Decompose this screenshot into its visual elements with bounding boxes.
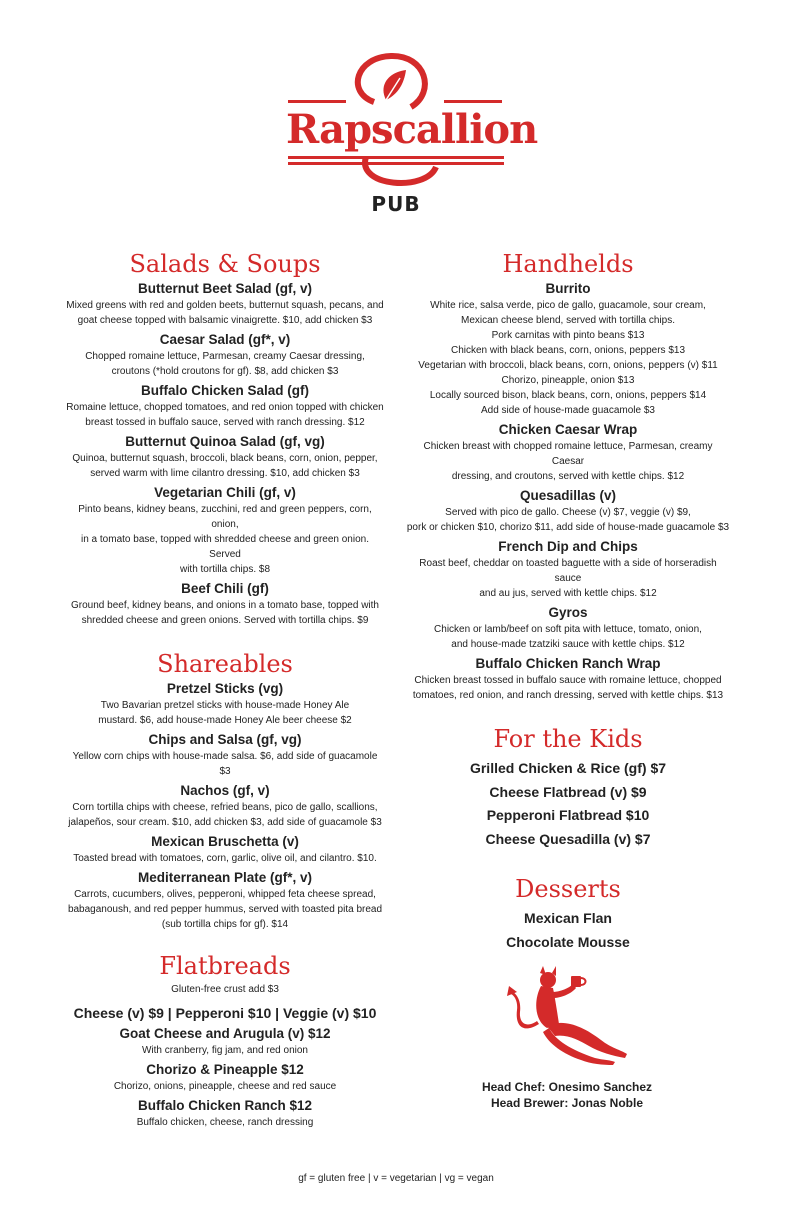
description-line: Mexican cheese blend, served with tortilla chips. bbox=[461, 315, 675, 326]
menu-item-name: Chorizo & Pineapple $12 bbox=[146, 1062, 304, 1077]
description-line: mustard. $6, add house-made Honey Ale beer cheese $2 bbox=[98, 715, 352, 726]
flatbreads-note: Gluten-free crust add $3 bbox=[171, 984, 279, 995]
menu-item-description bbox=[66, 1079, 384, 1094]
menu-item-description bbox=[66, 598, 384, 628]
description-line: in a tomato base, topped with shredded cheese and green onion. Served bbox=[81, 534, 369, 560]
devil-mascot-icon bbox=[503, 966, 635, 1071]
kids-item: Pepperoni Flatbread $10 bbox=[486, 807, 650, 823]
menu-item-description bbox=[66, 349, 384, 379]
menu-item bbox=[66, 1025, 384, 1058]
brand-subtitle: PUB bbox=[371, 192, 421, 216]
kids-section bbox=[406, 723, 730, 851]
description-line: Chicken breast with chopped romaine lettuce, Parmesan, creamy Caesar bbox=[423, 441, 713, 467]
description-line: goat cheese topped with balsamic vinaigrette. $10, add chicken $3 bbox=[77, 315, 373, 326]
description-line: shredded cheese and green onions. Served with tortilla chips. $9 bbox=[81, 615, 369, 626]
description-line: Served with pico de gallo. Cheese (v) $7, veggie (v) $9, bbox=[445, 507, 691, 518]
description-line: with tortilla chips. $8 bbox=[179, 564, 271, 575]
menu-item-description bbox=[406, 505, 730, 535]
description-line: served warm with lime cilantro dressing. $10, add chicken $3 bbox=[90, 468, 360, 479]
menu-item-description bbox=[406, 298, 730, 418]
menu-item bbox=[66, 580, 384, 628]
flatbreads-price-line: Cheese (v) $9 | Pepperoni $10 | Veggie (v) $10 bbox=[73, 1005, 377, 1021]
description-line: dressing, and croutons, served with kettle chips. $12 bbox=[451, 471, 685, 482]
menu-item-name: Vegetarian Chili (gf, v) bbox=[154, 485, 296, 500]
left-column bbox=[66, 248, 384, 1133]
description-line: (sub tortilla chips for gf). $14 bbox=[161, 919, 289, 930]
menu-item-name: Butternut Beet Salad (gf, v) bbox=[137, 281, 312, 296]
desserts-item: Mexican Flan bbox=[524, 910, 612, 926]
menu-item-description bbox=[66, 298, 384, 328]
menu-item-name: Nachos (gf, v) bbox=[180, 783, 270, 798]
description-line: tomatoes, red onion, and ranch dressing, served with kettle chips. $13 bbox=[412, 690, 724, 701]
menu-item bbox=[406, 487, 730, 535]
menu-item-name: Mexican Bruschetta (v) bbox=[151, 834, 299, 849]
description-line: Add side of house-made guacamole $3 bbox=[480, 405, 655, 416]
description-line: Chicken breast tossed in buffalo sauce with romaine lettuce, chopped bbox=[414, 675, 722, 686]
menu-item-name: Pretzel Sticks (vg) bbox=[166, 681, 284, 696]
description-line: Chopped romaine lettuce, Parmesan, creamy Caesar dressing, bbox=[85, 351, 365, 362]
handhelds-title: Handhelds bbox=[502, 250, 634, 278]
menu-item-name: Mediterranean Plate (gf*, v) bbox=[137, 870, 313, 885]
menu-item bbox=[66, 680, 384, 728]
desserts-section bbox=[406, 873, 730, 954]
description-line: Mixed greens with red and golden beets, butternut squash, pecans, and bbox=[66, 300, 384, 311]
menu-item bbox=[66, 731, 384, 779]
description-line: breast tossed in buffalo sauce, served with ranch dressing. $12 bbox=[85, 417, 365, 428]
flatbreads-section bbox=[66, 950, 384, 1130]
description-line: Romaine lettuce, chopped tomatoes, and red onion topped with chicken bbox=[66, 402, 384, 413]
menu-item bbox=[66, 1097, 384, 1130]
menu-item-name: Quesadillas (v) bbox=[519, 488, 617, 503]
description-line: Locally sourced bison, black beans, corn, onions, peppers $14 bbox=[429, 390, 707, 401]
menu-item bbox=[66, 382, 384, 430]
menu-item bbox=[406, 604, 730, 652]
menu-item bbox=[406, 280, 730, 418]
description-line: Toasted bread with tomatoes, corn, garlic, olive oil, and cilantro. $10. bbox=[73, 853, 377, 864]
description-line: croutons (*hold croutons for gf). $8, add chicken $3 bbox=[111, 366, 339, 377]
menu-item-description bbox=[406, 556, 730, 601]
credits bbox=[430, 1079, 704, 1111]
description-line: Pinto beans, kidney beans, zucchini, red and green peppers, corn, onion, bbox=[78, 504, 372, 530]
menu-item bbox=[66, 280, 384, 328]
shareables-section bbox=[66, 648, 384, 932]
menu-item-description bbox=[66, 451, 384, 481]
diet-legend: gf = gluten free | v = vegetarian | vg = vegan bbox=[298, 1173, 494, 1184]
description-line: Chicken or lamb/beef on soft pita with lettuce, tomato, onion, bbox=[434, 624, 702, 635]
menu-item bbox=[66, 833, 384, 866]
kids-title: For the Kids bbox=[493, 725, 643, 753]
shareables-title: Shareables bbox=[157, 650, 293, 678]
menu-item-name: Beef Chili (gf) bbox=[181, 581, 269, 596]
description-line: and house-made tzatziki sauce with kettle chips. $12 bbox=[451, 639, 685, 650]
description-line: Corn tortilla chips with cheese, refried beans, pico de gallo, scallions, bbox=[72, 802, 378, 813]
menu-item bbox=[66, 782, 384, 830]
menu-item bbox=[66, 869, 384, 932]
menu-item-description bbox=[406, 673, 730, 703]
description-line: Buffalo chicken, cheese, ranch dressing bbox=[136, 1117, 314, 1128]
menu-item bbox=[66, 433, 384, 481]
description-line: Chorizo, pineapple, onion $13 bbox=[501, 375, 635, 386]
desserts-item: Chocolate Mousse bbox=[506, 933, 630, 950]
menu-item-description bbox=[66, 800, 384, 830]
menu-item bbox=[66, 1061, 384, 1094]
description-line: Two Bavarian pretzel sticks with house-made Honey Ale bbox=[100, 700, 350, 711]
menu-item bbox=[406, 655, 730, 703]
menu-item-name: Buffalo Chicken Ranch Wrap bbox=[475, 656, 661, 671]
description-line: Yellow corn chips with house-made salsa. $6, add side of guacamole $3 bbox=[72, 751, 378, 777]
menu-item bbox=[66, 331, 384, 379]
salads-soups-section bbox=[66, 248, 384, 628]
description-line: pork or chicken $10, chorizo $11, add side of house-made guacamole $3 bbox=[406, 522, 730, 533]
description-line: White rice, salsa verde, pico de gallo, guacamole, sour cream, bbox=[430, 300, 706, 311]
kids-item: Cheese Flatbread (v) $9 bbox=[489, 783, 647, 800]
menu-item-name: Buffalo Chicken Salad (gf) bbox=[140, 383, 309, 398]
menu-item-name: Burrito bbox=[545, 281, 591, 296]
salads-soups-title: Salads & Soups bbox=[129, 250, 321, 278]
menu-item-description bbox=[66, 502, 384, 577]
kids-item: Grilled Chicken & Rice (gf) $7 bbox=[469, 760, 667, 776]
menu-item-description bbox=[66, 851, 384, 866]
menu-item-name: Buffalo Chicken Ranch $12 bbox=[137, 1098, 313, 1113]
brand-name: Rapscallion bbox=[286, 106, 538, 153]
menu-item bbox=[406, 538, 730, 601]
menu-item-description bbox=[66, 1043, 384, 1058]
desserts-title: Desserts bbox=[515, 875, 621, 903]
right-column bbox=[406, 248, 730, 954]
menu-item-name: Goat Cheese and Arugula (v) $12 bbox=[119, 1026, 331, 1041]
description-line: Chorizo, onions, pineapple, cheese and red sauce bbox=[113, 1081, 337, 1092]
description-line: jalapeños, sour cream. $10, add chicken $3, add side of guacamole $3 bbox=[68, 817, 382, 828]
logo bbox=[286, 52, 538, 216]
flatbreads-title: Flatbreads bbox=[159, 952, 291, 980]
head-chef: Head Chef: Onesimo Sanchez bbox=[481, 1080, 653, 1094]
description-line: Pork carnitas with pinto beans $13 bbox=[491, 330, 645, 341]
head-brewer: Head Brewer: Jonas Noble bbox=[490, 1096, 644, 1110]
description-line: babaganoush, and red pepper hummus, served with toasted pita bread bbox=[67, 904, 383, 915]
description-line: and au jus, served with kettle chips. $12 bbox=[479, 588, 657, 599]
menu-item-description bbox=[66, 400, 384, 430]
description-line: Roast beef, cheddar on toasted baguette with a side of horseradish sauce bbox=[419, 558, 717, 584]
menu-item-name: Chicken Caesar Wrap bbox=[498, 422, 638, 437]
menu-item-description bbox=[406, 439, 730, 484]
menu-item-name: Butternut Quinoa Salad (gf, vg) bbox=[125, 434, 325, 449]
menu-item bbox=[66, 484, 384, 577]
description-line: Chicken with black beans, corn, onions, peppers $13 bbox=[450, 345, 686, 356]
handhelds-section bbox=[406, 248, 730, 703]
description-line: Quinoa, butternut squash, broccoli, black beans, corn, onion, pepper, bbox=[72, 453, 378, 464]
menu-item-name: Caesar Salad (gf*, v) bbox=[159, 332, 291, 347]
menu-item-description bbox=[66, 1115, 384, 1130]
kids-item: Cheese Quesadilla (v) $7 bbox=[485, 830, 651, 847]
description-line: With cranberry, fig jam, and red onion bbox=[141, 1045, 308, 1056]
menu-item-name: French Dip and Chips bbox=[498, 539, 638, 554]
menu-item-name: Chips and Salsa (gf, vg) bbox=[148, 732, 302, 747]
description-line: Carrots, cucumbers, olives, pepperoni, whipped feta cheese spread, bbox=[74, 889, 376, 900]
menu-item-description bbox=[66, 887, 384, 932]
menu-item-description bbox=[66, 698, 384, 728]
description-line: Ground beef, kidney beans, and onions in a tomato base, topped with bbox=[71, 600, 379, 611]
description-line: Vegetarian with broccoli, black beans, corn, onions, peppers (v) $11 bbox=[418, 360, 718, 371]
menu-item-description bbox=[406, 622, 730, 652]
menu-item bbox=[406, 421, 730, 484]
menu-item-description bbox=[66, 749, 384, 779]
menu-item-name: Gyros bbox=[548, 605, 588, 620]
